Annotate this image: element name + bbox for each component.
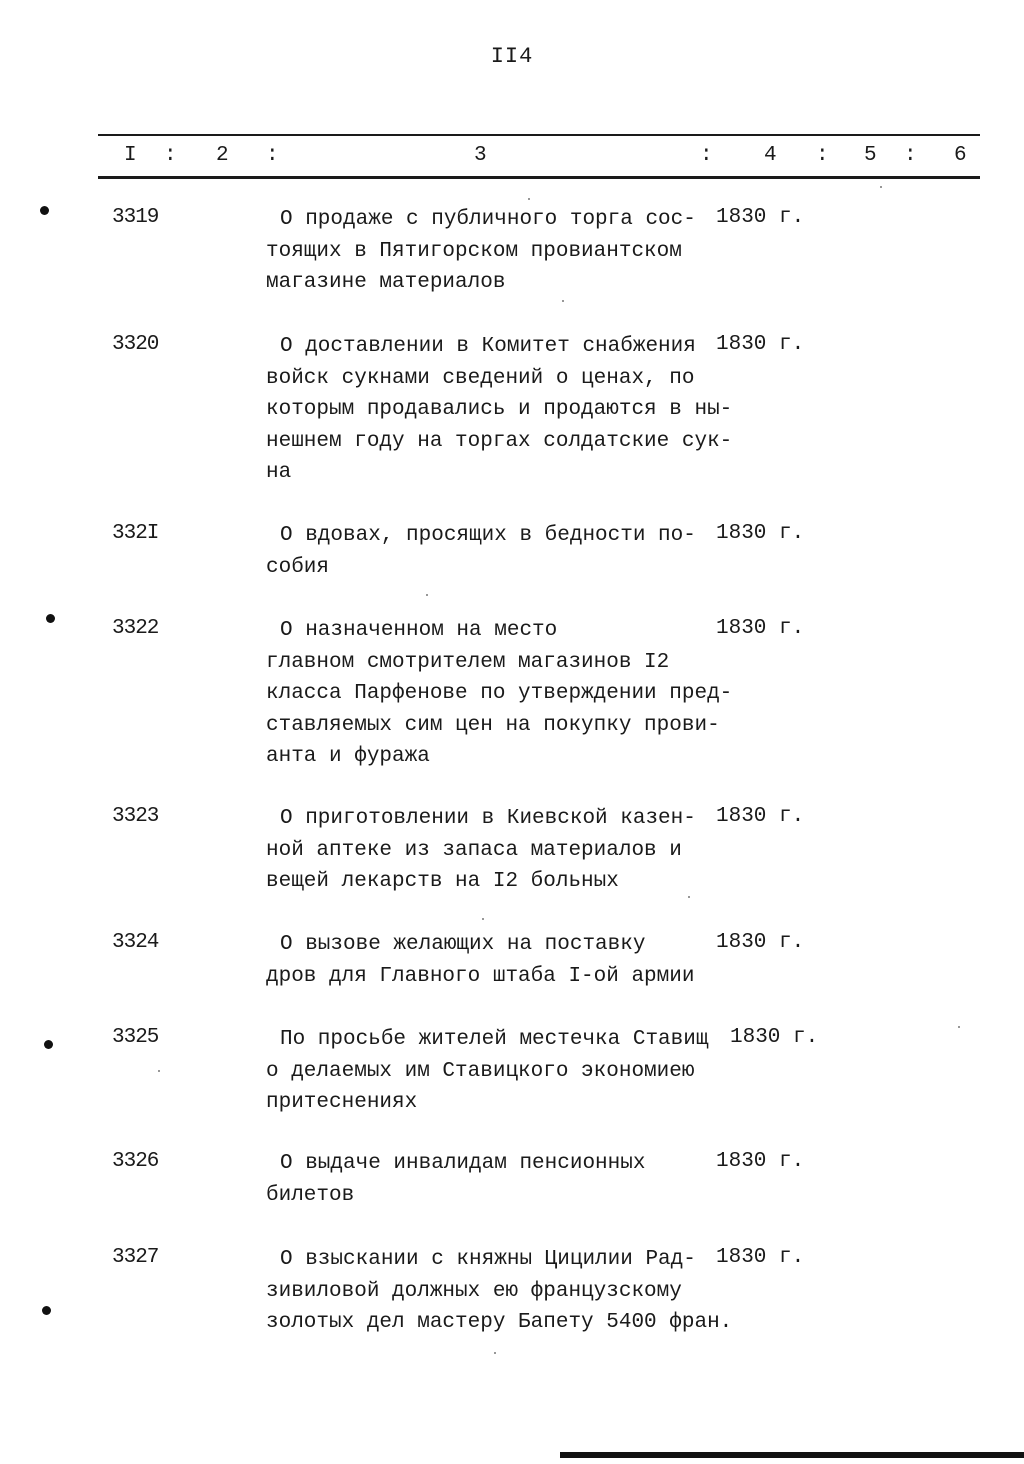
table-header-top-rule [98, 134, 980, 136]
description-line: ставляемых сим цен на покупку прови- [266, 713, 720, 737]
entry-number: 332I [112, 522, 159, 545]
scan-speck [880, 186, 882, 188]
punch-hole-mark [46, 614, 55, 623]
entry-number: 3323 [112, 805, 159, 828]
description-line: билетов [266, 1183, 355, 1207]
entry-date: 1830 г. [716, 333, 805, 356]
description-line: О взыскании с княжны Цицилии Рад- [280, 1248, 696, 1271]
scan-speck [958, 1026, 960, 1028]
description-line: магазине материалов [266, 271, 506, 294]
description-line: войск сукнами сведений о ценах, по [266, 366, 695, 390]
description-line: класса Парфенове по утверждении пред- [266, 682, 733, 705]
entry-number: 3320 [112, 333, 159, 356]
column-header-1: I [124, 144, 137, 167]
entry-date: 1830 г. [716, 1150, 805, 1173]
entry-description [266, 803, 726, 898]
entry-date: 1830 г. [716, 931, 805, 954]
column-separator: : [904, 144, 917, 167]
scan-speck [494, 1352, 496, 1354]
entry-number: 3325 [112, 1026, 159, 1049]
column-separator: : [816, 144, 829, 167]
description-line: золотых дел мастеру Бапету 5400 фран. [266, 1311, 733, 1334]
description-line: О вызове желающих на поставку [280, 933, 646, 956]
entry-date: 1830 г. [716, 805, 805, 828]
entry-description [266, 1244, 733, 1339]
description-line: ной аптеке из запаса материалов и [266, 838, 682, 862]
entry-number: 3324 [112, 931, 159, 954]
description-line: О вдовах, просящих в бедности по- [280, 524, 696, 547]
description-line: которым продавались и продаются в ны- [266, 398, 733, 421]
entry-description [266, 1148, 726, 1211]
description-line: зивиловой должных ею французскому [266, 1279, 682, 1303]
entry-date: 1830 г. [730, 1026, 819, 1049]
punch-hole-mark [42, 1306, 51, 1315]
entry-number: 3326 [112, 1150, 159, 1173]
description-line: на [266, 461, 292, 484]
column-separator: : [266, 144, 279, 167]
scan-speck [158, 1070, 160, 1072]
description-line: О приготовлении в Киевской казен- [280, 807, 696, 830]
scan-speck [528, 198, 530, 200]
description-line: главном смотрителем магазинов I2 [266, 650, 670, 674]
description-line: тоящих в Пятигорском провиантском [266, 239, 682, 263]
table-header-bottom-rule [98, 176, 980, 179]
description-line: нешнем году на торгах солдатские сук- [266, 429, 733, 453]
scan-speck [688, 896, 690, 898]
entry-number: 3319 [112, 206, 159, 229]
entry-number: 3327 [112, 1246, 159, 1269]
column-header-2: 2 [216, 144, 229, 167]
entry-date: 1830 г. [716, 1246, 805, 1269]
entry-date: 1830 г. [716, 206, 805, 229]
scan-speck [482, 918, 484, 920]
description-line: О назначенном на место [280, 619, 558, 642]
scan-speck [562, 300, 564, 302]
scan-speck [426, 594, 428, 596]
column-separator: : [700, 144, 713, 167]
description-line: По просьбе жителей местечка Ставищ [280, 1028, 709, 1051]
entry-description [266, 1024, 726, 1119]
column-header-4: 4 [764, 144, 777, 167]
punch-hole-mark [44, 1040, 53, 1049]
entry-number: 3322 [112, 617, 159, 640]
punch-hole-mark [40, 206, 49, 215]
page-number: II4 [490, 44, 534, 69]
description-line: о делаемых им Ставицкого экономиею [266, 1059, 695, 1083]
entry-date: 1830 г. [716, 522, 805, 545]
description-line: О доставлении в Комитет снабжения [280, 335, 696, 358]
entry-description [266, 520, 726, 583]
description-line: дров для Главного штаба I-ой армии [266, 964, 695, 988]
description-line: О выдаче инвалидам пенсионных [280, 1152, 646, 1175]
column-separator: : [164, 144, 177, 167]
scan-bottom-edge [560, 1452, 1024, 1458]
entry-date: 1830 г. [716, 617, 805, 640]
description-line: притеснениях [266, 1091, 418, 1114]
entry-description [266, 331, 733, 489]
entry-description [266, 929, 726, 992]
description-line: О продаже с публичного торга сос- [280, 208, 696, 231]
entry-description [266, 615, 733, 773]
column-header-3: 3 [474, 144, 487, 167]
description-line: вещей лекарств на I2 больных [266, 870, 619, 893]
description-line: анта и фуража [266, 745, 430, 768]
description-line: собия [266, 555, 330, 579]
column-header-6: 6 [954, 144, 967, 167]
entry-description [266, 204, 726, 299]
column-header-5: 5 [864, 144, 877, 167]
